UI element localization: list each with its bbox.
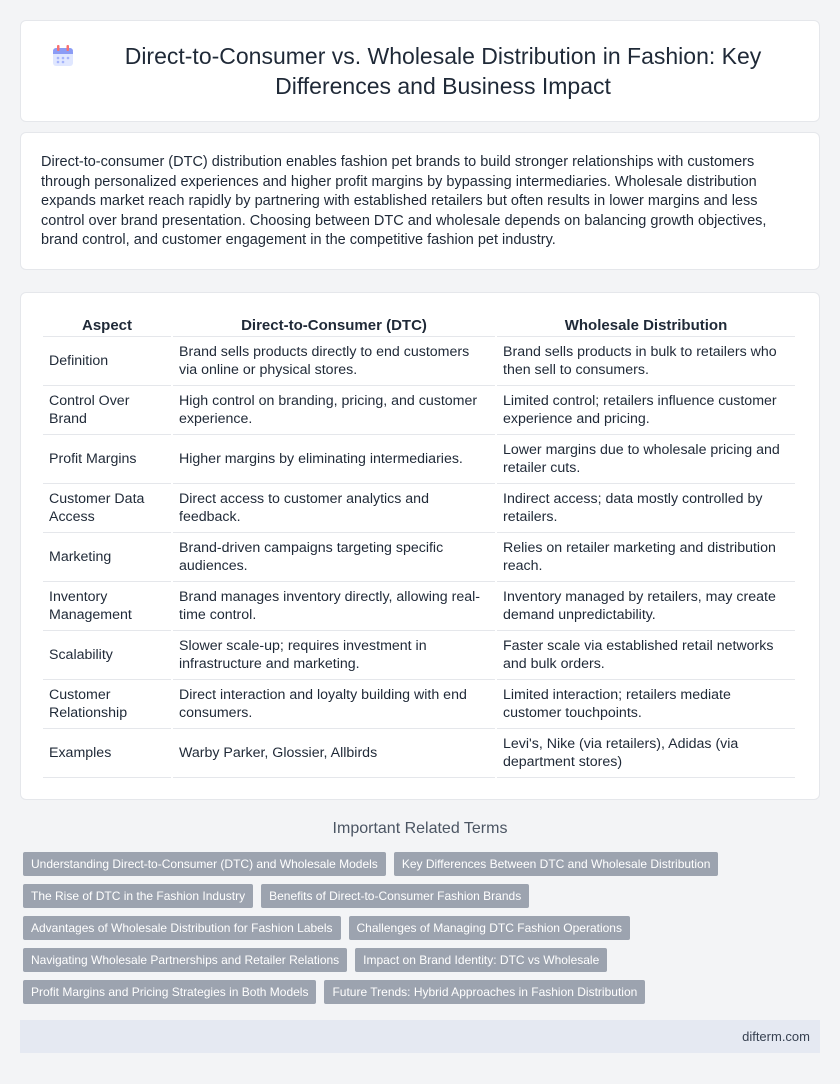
aspect-cell: Definition: [43, 337, 171, 386]
related-term-link[interactable]: Challenges of Managing DTC Fashion Operations: [349, 916, 630, 940]
wholesale-cell: Lower margins due to wholesale pricing and retailer cuts.: [497, 435, 795, 484]
dtc-cell: Brand manages inventory directly, allowing real-time control.: [173, 582, 495, 631]
related-term-link[interactable]: Advantages of Wholesale Distribution for Fashion Labels: [23, 916, 341, 940]
aspect-cell: Customer Relationship: [43, 680, 171, 729]
related-term-link[interactable]: Understanding Direct-to-Consumer (DTC) and Wholesale Models: [23, 852, 386, 876]
wholesale-cell: Indirect access; data mostly controlled by retailers.: [497, 484, 795, 533]
dtc-cell: Brand sells products directly to end customers via online or physical stores.: [173, 337, 495, 386]
dtc-cell: Slower scale-up; requires investment in infrastructure and marketing.: [173, 631, 495, 680]
related-term-link[interactable]: Navigating Wholesale Partnerships and Retailer Relations: [23, 948, 347, 972]
header-aspect: Aspect: [43, 313, 171, 337]
table-row: [43, 680, 795, 729]
aspect-cell: Profit Margins: [43, 435, 171, 484]
related-term-link[interactable]: The Rise of DTC in the Fashion Industry: [23, 884, 253, 908]
page-title: Direct-to-Consumer vs. Wholesale Distribution in Fashion: Key Differences and Business Impact: [124, 43, 762, 99]
wholesale-cell: Levi's, Nike (via retailers), Adidas (via department stores): [497, 729, 795, 778]
table-row: [43, 582, 795, 631]
intro-paragraph: Direct-to-consumer (DTC) distribution enables fashion pet brands to build stronger relationships with customers through personalized experiences and higher profit margins by bypassing intermediaries. Wholesale distribution expands market reach rapidly by partnering with established retailers but often results in lower margins and less control over brand presentation. Choosing between DTC and wholesale depends on balancing growth objectives, brand control, and customer engagement in the competitive fashion pet industry.: [41, 154, 767, 249]
table-row: [43, 729, 795, 778]
related-term-link[interactable]: Profit Margins and Pricing Strategies in Both Models: [23, 980, 316, 1004]
dtc-cell: Brand-driven campaigns targeting specific audiences.: [173, 533, 495, 582]
related-term-link[interactable]: Future Trends: Hybrid Approaches in Fashion Distribution: [324, 980, 645, 1004]
header-wholesale: Wholesale Distribution: [497, 313, 795, 337]
table-row: [43, 386, 795, 435]
related-term-link[interactable]: Benefits of Direct-to-Consumer Fashion Brands: [261, 884, 529, 908]
header-dtc: Direct-to-Consumer (DTC): [173, 313, 495, 337]
dtc-cell: High control on branding, pricing, and customer experience.: [173, 386, 495, 435]
header-card: [20, 20, 820, 122]
related-term-link[interactable]: Impact on Brand Identity: DTC vs Wholesale: [355, 948, 607, 972]
wholesale-cell: Relies on retailer marketing and distribution reach.: [497, 533, 795, 582]
wholesale-cell: Faster scale via established retail networks and bulk orders.: [497, 631, 795, 680]
table-row: [43, 484, 795, 533]
table-row: [43, 631, 795, 680]
aspect-cell: Inventory Management: [43, 582, 171, 631]
aspect-cell: Control Over Brand: [43, 386, 171, 435]
dtc-cell: Warby Parker, Glossier, Allbirds: [173, 729, 495, 778]
aspect-cell: Scalability: [43, 631, 171, 680]
calendar-icon: [51, 44, 75, 68]
comparison-table-card: [20, 292, 820, 800]
aspect-cell: Examples: [43, 729, 171, 778]
related-terms-title: Important Related Terms: [332, 820, 508, 837]
wholesale-cell: Brand sells products in bulk to retailers who then sell to consumers.: [497, 337, 795, 386]
wholesale-cell: Limited interaction; retailers mediate customer touchpoints.: [497, 680, 795, 729]
intro-card: [20, 132, 820, 270]
dtc-cell: Direct access to customer analytics and feedback.: [173, 484, 495, 533]
dtc-cell: Direct interaction and loyalty building with end consumers.: [173, 680, 495, 729]
wholesale-cell: Limited control; retailers influence customer experience and pricing.: [497, 386, 795, 435]
related-terms-list: [23, 852, 823, 1012]
aspect-cell: Customer Data Access: [43, 484, 171, 533]
table-header-row: [43, 313, 795, 337]
related-term-link[interactable]: Key Differences Between DTC and Wholesale Distribution: [394, 852, 719, 876]
footer: [20, 1020, 820, 1053]
table-row: [43, 337, 795, 386]
dtc-cell: Higher margins by eliminating intermediaries.: [173, 435, 495, 484]
footer-site-link[interactable]: difterm.com: [742, 1029, 810, 1044]
comparison-table: [41, 313, 797, 778]
table-row: [43, 533, 795, 582]
wholesale-cell: Inventory managed by retailers, may create demand unpredictability.: [497, 582, 795, 631]
aspect-cell: Marketing: [43, 533, 171, 582]
table-row: [43, 435, 795, 484]
